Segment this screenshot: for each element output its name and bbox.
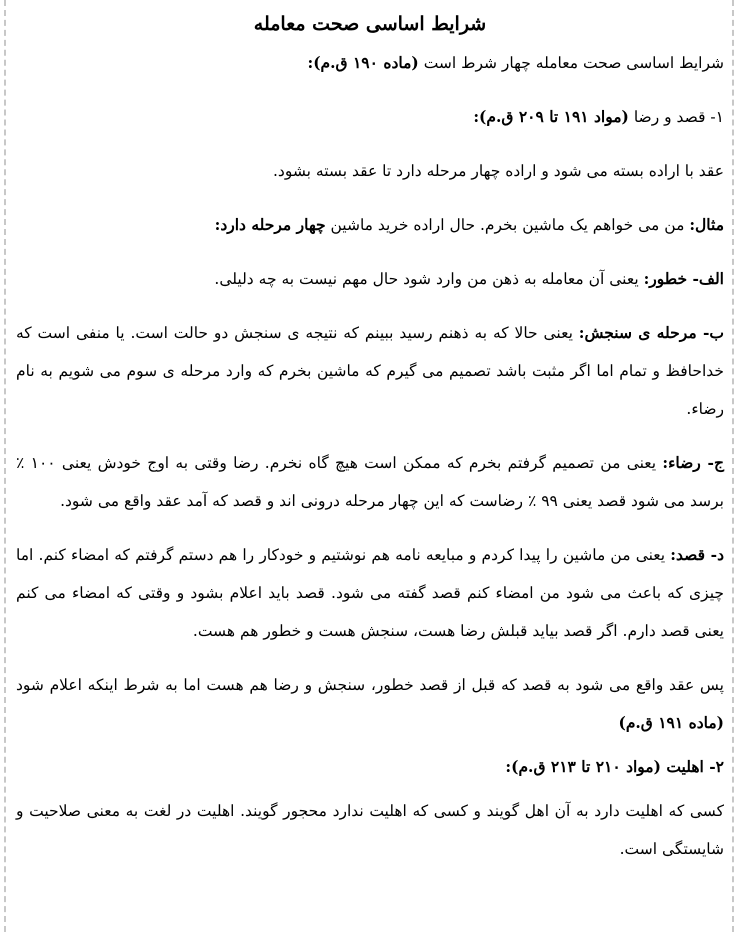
jim-paragraph bbox=[16, 444, 724, 520]
conclusion-article-ref: (ماده ۱۹۱ ق.م) bbox=[618, 713, 724, 732]
be-text: یعنی حالا که به ذهنم رسید ببینم که نتیجه ی سنجش دو حالت است. یا منفی است که خداحافظ و تمام اما اگر مثبت باشد تصمیم می گیرم که ماشین بخرم که وارد مرحله ی سوم می شویم به نام رضاء. bbox=[16, 324, 724, 418]
section2-heading-text: ۲- اهلیت (مواد ۲۱۰ تا ۲۱۳ ق.م): bbox=[505, 757, 724, 776]
section2-heading bbox=[16, 748, 724, 786]
intro-article-ref: (ماده ۱۹۰ ق.م): bbox=[307, 53, 419, 72]
alef-paragraph bbox=[16, 260, 724, 298]
section1-heading bbox=[16, 98, 724, 136]
section1-paragraph: عقد با اراده بسته می شود و اراده چهار مرحله دارد تا عقد بسته بشود. bbox=[273, 162, 724, 180]
document-body bbox=[16, 0, 724, 868]
dal-text: یعنی من ماشین را پیدا کردم و مبایعه نامه هم نوشتیم و خودکار را هم دستم گرفتم که امضاء کنم. اما چیزی که باعث می شود من امضاء کنم قصد گفته می شود. قصد باید اعلام بشود و وقتی که امضاء می کنم یعنی قصد دارم. اگر قصد بیاید قبلش رضا هست، سنجش هست و خطور هم هست. bbox=[16, 546, 724, 640]
example-paragraph bbox=[16, 206, 724, 244]
be-paragraph bbox=[16, 314, 724, 428]
example-label: مثال: bbox=[689, 215, 724, 234]
be-label: ب- مرحله ی سنجش: bbox=[578, 323, 724, 342]
intro-text: شرایط اساسی صحت معامله چهار شرط است bbox=[423, 54, 724, 72]
example-text: من می خواهم یک ماشین بخرم. حال اراده خرید ماشین bbox=[330, 216, 685, 234]
dal-paragraph bbox=[16, 536, 724, 650]
alef-label: الف- خطور: bbox=[643, 269, 724, 288]
jim-label: ج- رضاء: bbox=[662, 453, 724, 472]
dal-label: د- قصد: bbox=[670, 545, 724, 564]
example-bold: چهار مرحله دارد: bbox=[214, 215, 326, 234]
conclusion-paragraph bbox=[16, 666, 724, 742]
section1-heading-text: ۱- قصد و رضا bbox=[633, 108, 724, 126]
alef-text: یعنی آن معامله به ذهن من وارد شود حال مهم نیست به چه دلیلی. bbox=[214, 270, 639, 288]
jim-text: یعنی من تصمیم گرفتم بخرم که ممکن است هیچ گاه نخرم. رضا وقتی به اوج خودش یعنی ۱۰۰ ٪ برسد می شود قصد یعنی ۹۹ ٪ رضاست که این چهار مرحله درونی اند و قصد که آمد عقد واقع می شود. bbox=[16, 454, 724, 510]
page-border-right bbox=[732, 0, 734, 932]
section1-article-ref: (مواد ۱۹۱ تا ۲۰۹ ق.م): bbox=[473, 107, 629, 126]
conclusion-text: پس عقد واقع می شود به قصد که قبل از قصد خطور، سنجش و رضا هم هست اما به شرط اینکه اعلام شود bbox=[16, 676, 724, 694]
page-title: شرایط اساسی صحت معامله bbox=[253, 13, 487, 35]
intro-paragraph bbox=[16, 44, 724, 82]
section2-paragraph: کسی که اهلیت دارد به آن اهل گویند و کسی که اهلیت ندارد محجور گویند. اهلیت در لغت به معنی صلاحیت و شایستگی است. bbox=[16, 802, 724, 858]
page-border-left bbox=[4, 0, 6, 932]
